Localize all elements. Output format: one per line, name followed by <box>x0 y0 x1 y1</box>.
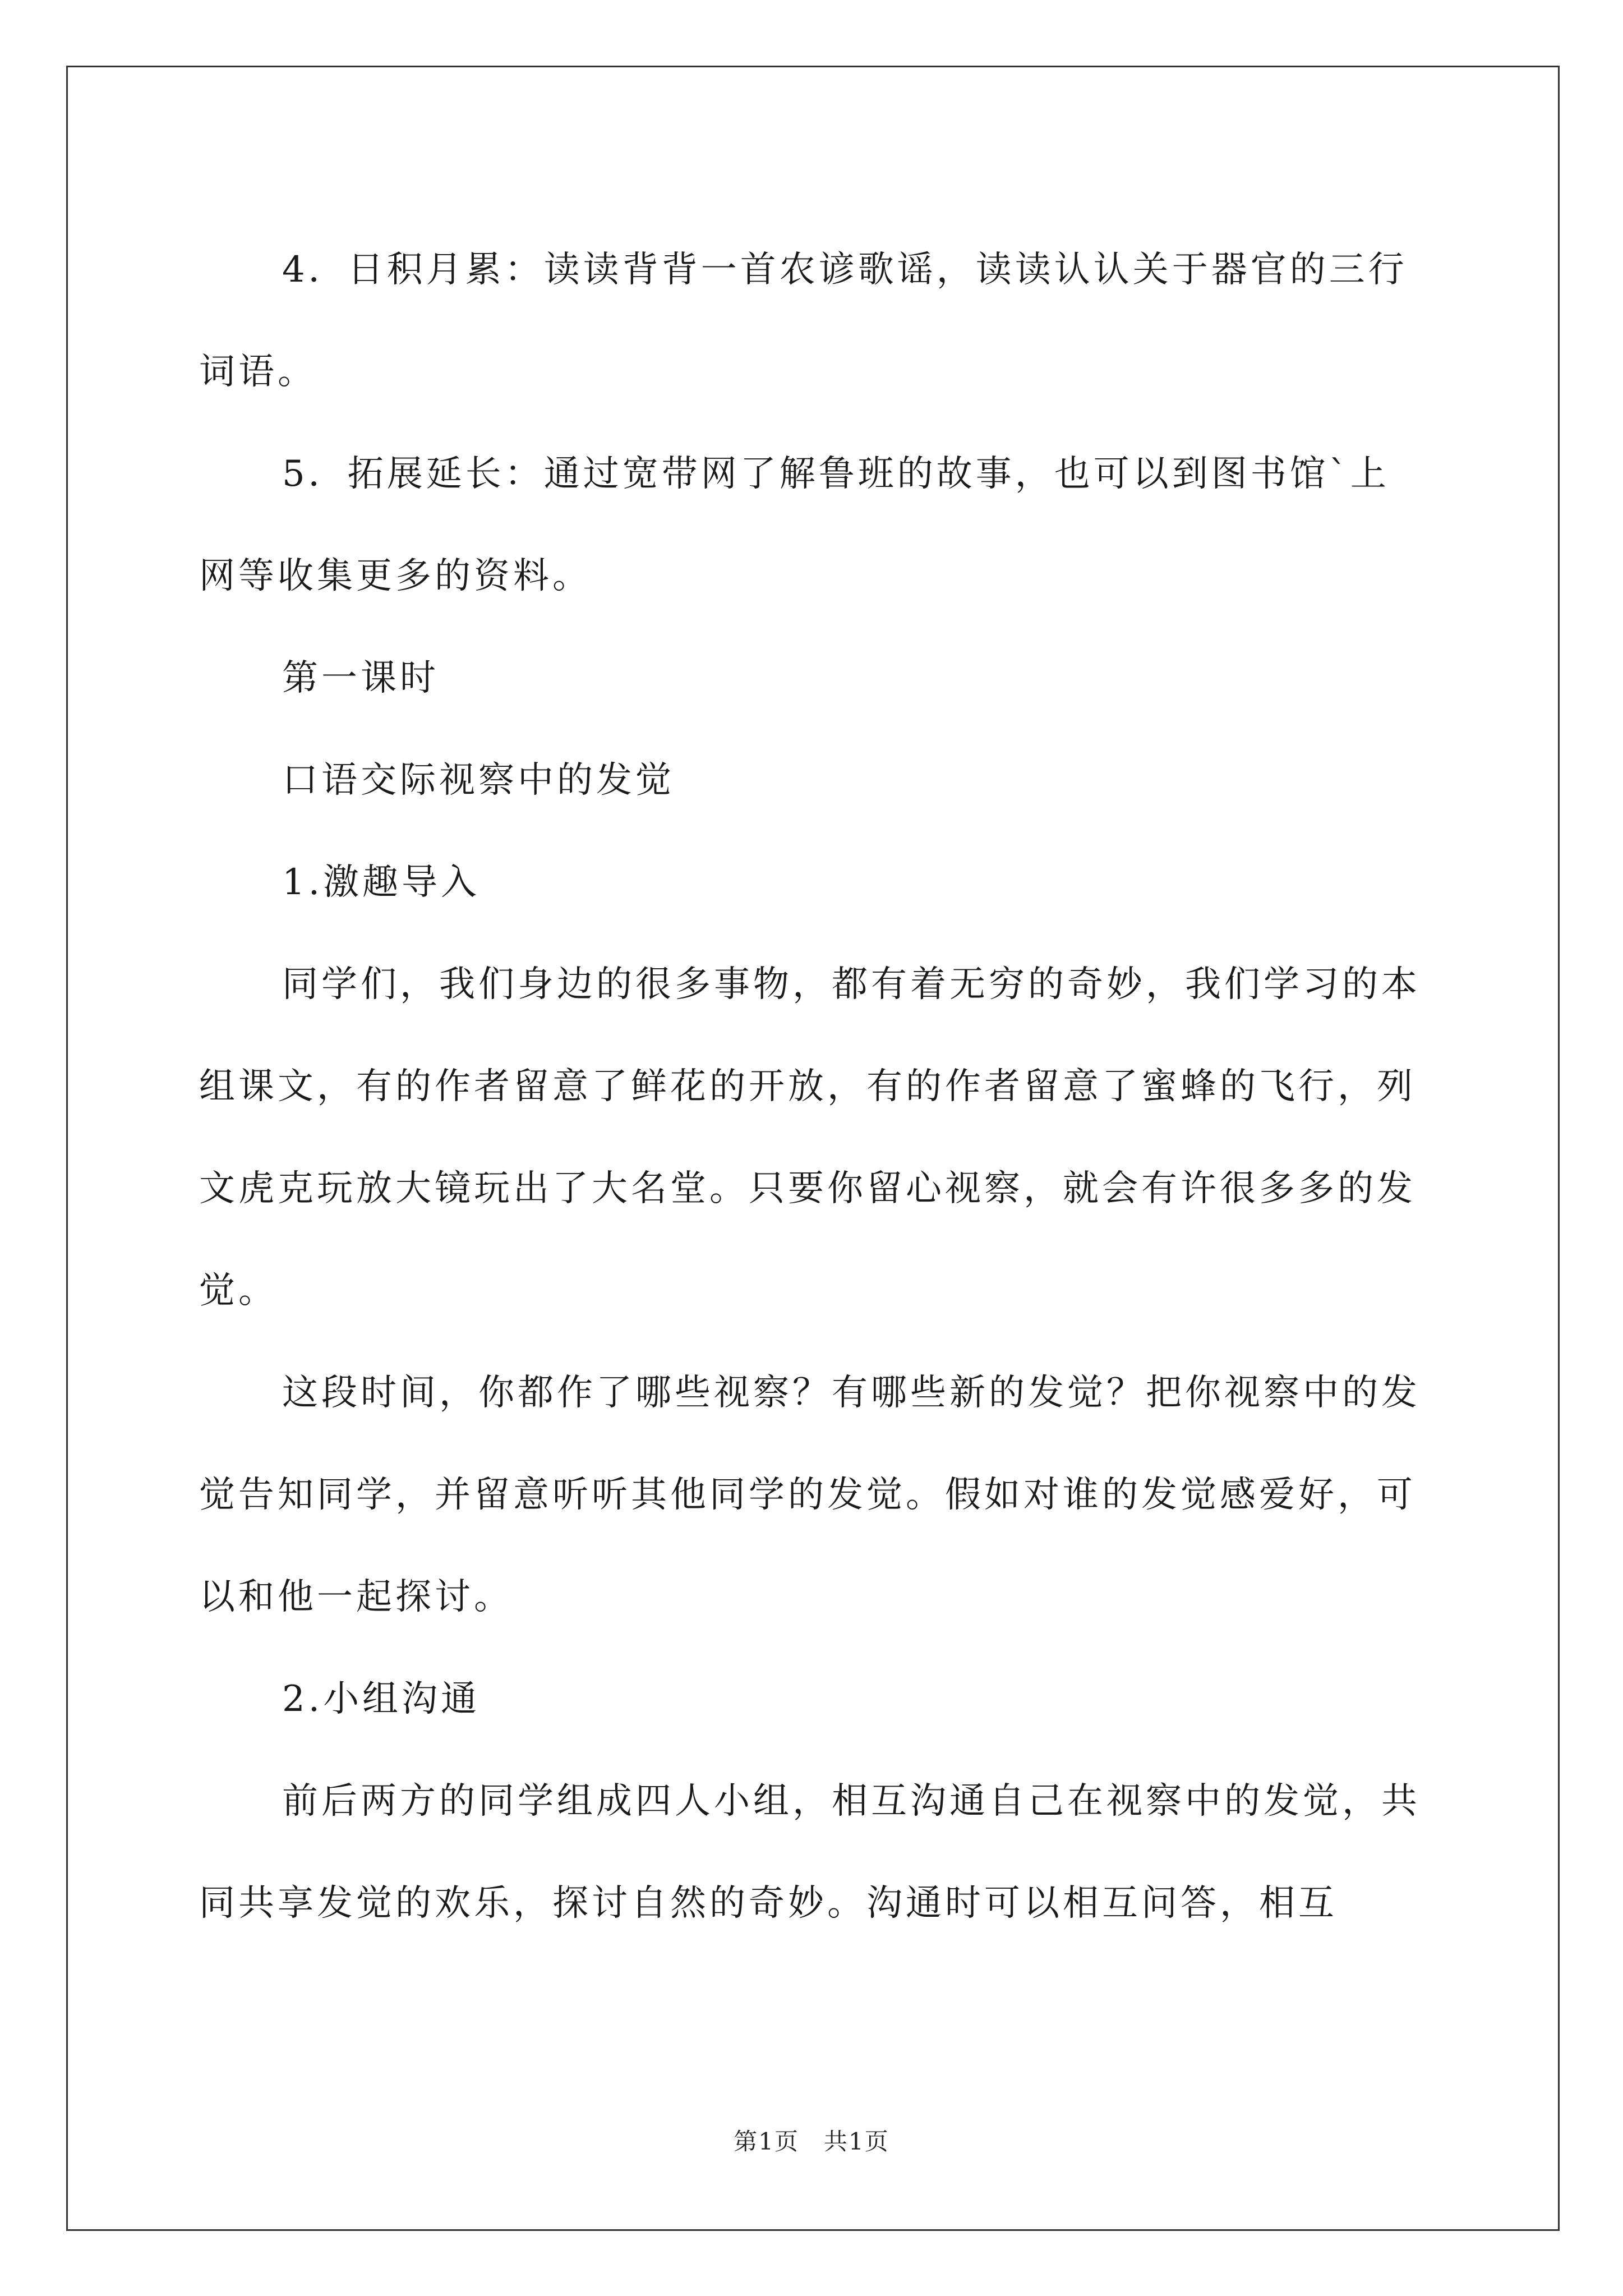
lesson-heading: 第一课时 <box>282 657 439 699</box>
observation-paragraph: 这段时间，你都作了哪些视察？有哪些新的发觉？把你视察中的发觉告知同学，并留意听听其他同学的发觉。假如对谁的发觉感爱好，可以和他一起探讨。 <box>199 1372 1421 1618</box>
step-heading-1: 1.激趣导入 <box>282 862 481 903</box>
document-body <box>199 219 1427 1954</box>
section-title: 口语交际视察中的发觉 <box>282 760 675 801</box>
paragraph-item-4: 4．日积月累：读读背背一首农谚歌谣，读读认认关于器官的三行词语。 <box>199 249 1408 393</box>
step-heading-2: 2.小组沟通 <box>282 1678 481 1720</box>
intro-paragraph: 同学们，我们身边的很多事物，都有着无穷的奇妙，我们学习的本组课文，有的作者留意了鲜花的开放，有的作者留意了蜜蜂的飞行，列文虎克玩放大镜玩出了大名堂。只要你留心视察，就会有许很多多的发觉。 <box>199 964 1421 1312</box>
group-paragraph: 前后两方的同学组成四人小组，相互沟通自己在视察中的发觉，共同共享发觉的欢乐，探讨自然的奇妙。沟通时可以相互问答，相互 <box>199 1780 1421 1924</box>
paragraph-item-5: 5．拓展延长：通过宽带网了解鲁班的故事，也可以到图书馆`上网等收集更多的资料。 <box>199 453 1390 597</box>
page-number-footer: 第1页 共1页 <box>734 2128 889 2155</box>
